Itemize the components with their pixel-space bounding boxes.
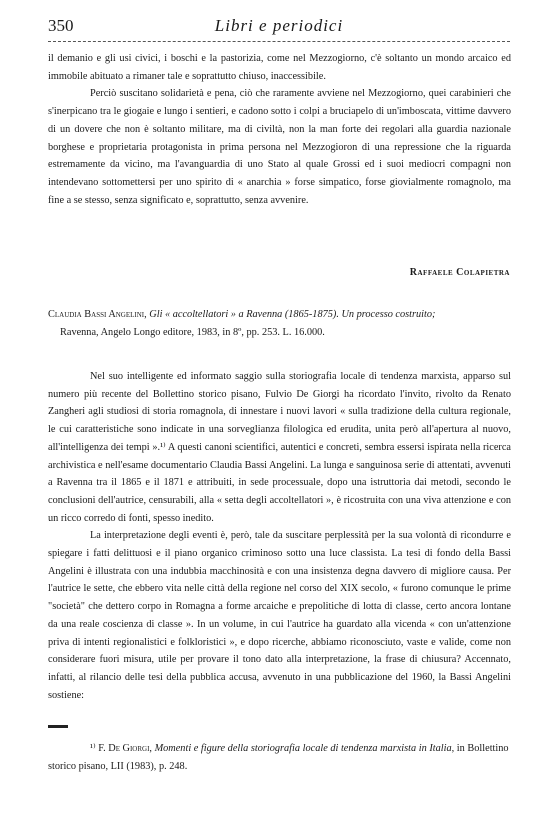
review-body [48, 368, 511, 704]
header-rule [48, 41, 510, 42]
footnote [48, 740, 511, 776]
review-paragraph: Nel suo intelligente ed informato saggio sulla storiografia locale di tendenza marxista, apparso sul numero più recente del Bollettino storico pisano, Fulvio De Giorgi ha ricordato l'invito, rivolto da Renato Zangheri agli studiosi di storia romagnola, di innestare i nuovi lavori « sulla tradizione della cultura regionale, le cui caratteristiche sono indicate in una sorveglianza filologica ed erudita, unita però all'apertura al nuovo, all'intelligenza dei tempi ».¹⁾ A questi canoni scientifici, autentici e concreti, sembra essersi ispirata nella ricerca archivistica e nell'esame documentario Claudia Bassi Angelini. La lunga e sanguinosa serie di attentati, avvenuti a Ravenna tra il 1865 e il 1871 e attribuiti, in sede processuale, dopo una istruttoria dai metodi, secondo le conclusioni dell'autrice, censurabili, alla « setta degli accoltellatori », è ricostruita con una viva attenzione e con un ricco corredo di fonti, spesso inedito. [48, 371, 511, 524]
running-title: Libri e periodici [214, 16, 344, 35]
book-publication: Ravenna, Angelo Longo editore, 1983, in 8º, pp. 253. L. 16.000. [60, 327, 325, 338]
bibliographic-entry [48, 306, 510, 342]
previous-review-body [48, 50, 511, 209]
previous-review-paragraph: Perciò suscitano solidarietà e pena, ciò che raramente avviene nel Mezzogiorno, quei carabinieri che s'inerpicano tra le giogaie e lungo i sentieri, e cadono sotto i colpi a bruciapelo di un'imboscata, vittime davvero di un dovere che non è soltanto militare, ma di civiltà, non la man forte dei regolari alla guardia nazionale borghese e proprietaria protagonista in prima persona nel Mezzogioron di una repressione che la riguarda estremamente da vicino, ma l'avanguardia di uno Stato al quale Grossi ed i suoi mediocri compagni non intendevano sottomettersi per uno spirito di « anarchia » forse simpatico, forse giovialmente romagnolo, ma fine a se stesso, senza significato e, soprattutto, senza avvenire. [48, 88, 511, 206]
reviewer-signature: Raffaele Colapietra [409, 267, 510, 278]
book-author: Claudia Bassi Angelini, [48, 309, 147, 320]
footnote-rule [48, 725, 68, 728]
footnote-author: F. De Giorgi, [98, 743, 152, 754]
book-title: Gli « accoltellatori » a Ravenna (1865-1875). Un processo costruito; [149, 309, 436, 320]
running-header [48, 16, 510, 40]
footnote-title: Momenti e figure della storiografia locale di tendenza marxista in Italia, [154, 743, 455, 754]
review-paragraph: La interpretazione degli eventi è, però, tale da suscitare perplessità per la sua volontà di ricondurre e spiegare i fatti delittuosi e il piano organico criminoso sotto una luce classista. La tesi di fondo della Bassi Angelini è illustrata con una indubbia macchinosità e con una insistenza degna davvero di migliore causa. Per l'autrice le sette, che ebbero vita nelle città della regione nel corso del XIX secolo, « furono comunque le prime "società" che dettero corpo in Romagna a forme arcaiche e prepolitiche di lotta di classe, certo ancora lontane da una reale coscienza di classe ». In un volume, in cui l'autrice ha guardato alla vicenda « con un'attenzione priva di intenti regionalistici e folkloristici », e dopo ricerche, abbiamo riconosciuto, vaste e valide, come non considerare fuori misura, utile per provare il tono dato alla interpretazione, la frase di chiusura? Accennato, infatti, al rilancio delle tesi della pubblica accusa, avvenuto in una pubblicazione del 1960, la Bassi Angelini sostiene: [48, 530, 511, 701]
footnote-marker: ¹⁾ [90, 743, 96, 754]
previous-review-paragraph: il demanio e gli usi civici, i boschi e la pastorizia, come nel Mezzogiorno, c'è soltanto un mondo arcaico ed immobile abituato a rimaner tale e soprattutto chiuso, inaccessibile. [48, 53, 511, 82]
footnote-source: in Bollettino storico pisano, LII (1983), p. 248. [48, 743, 509, 772]
page-number: 350 [48, 16, 74, 35]
